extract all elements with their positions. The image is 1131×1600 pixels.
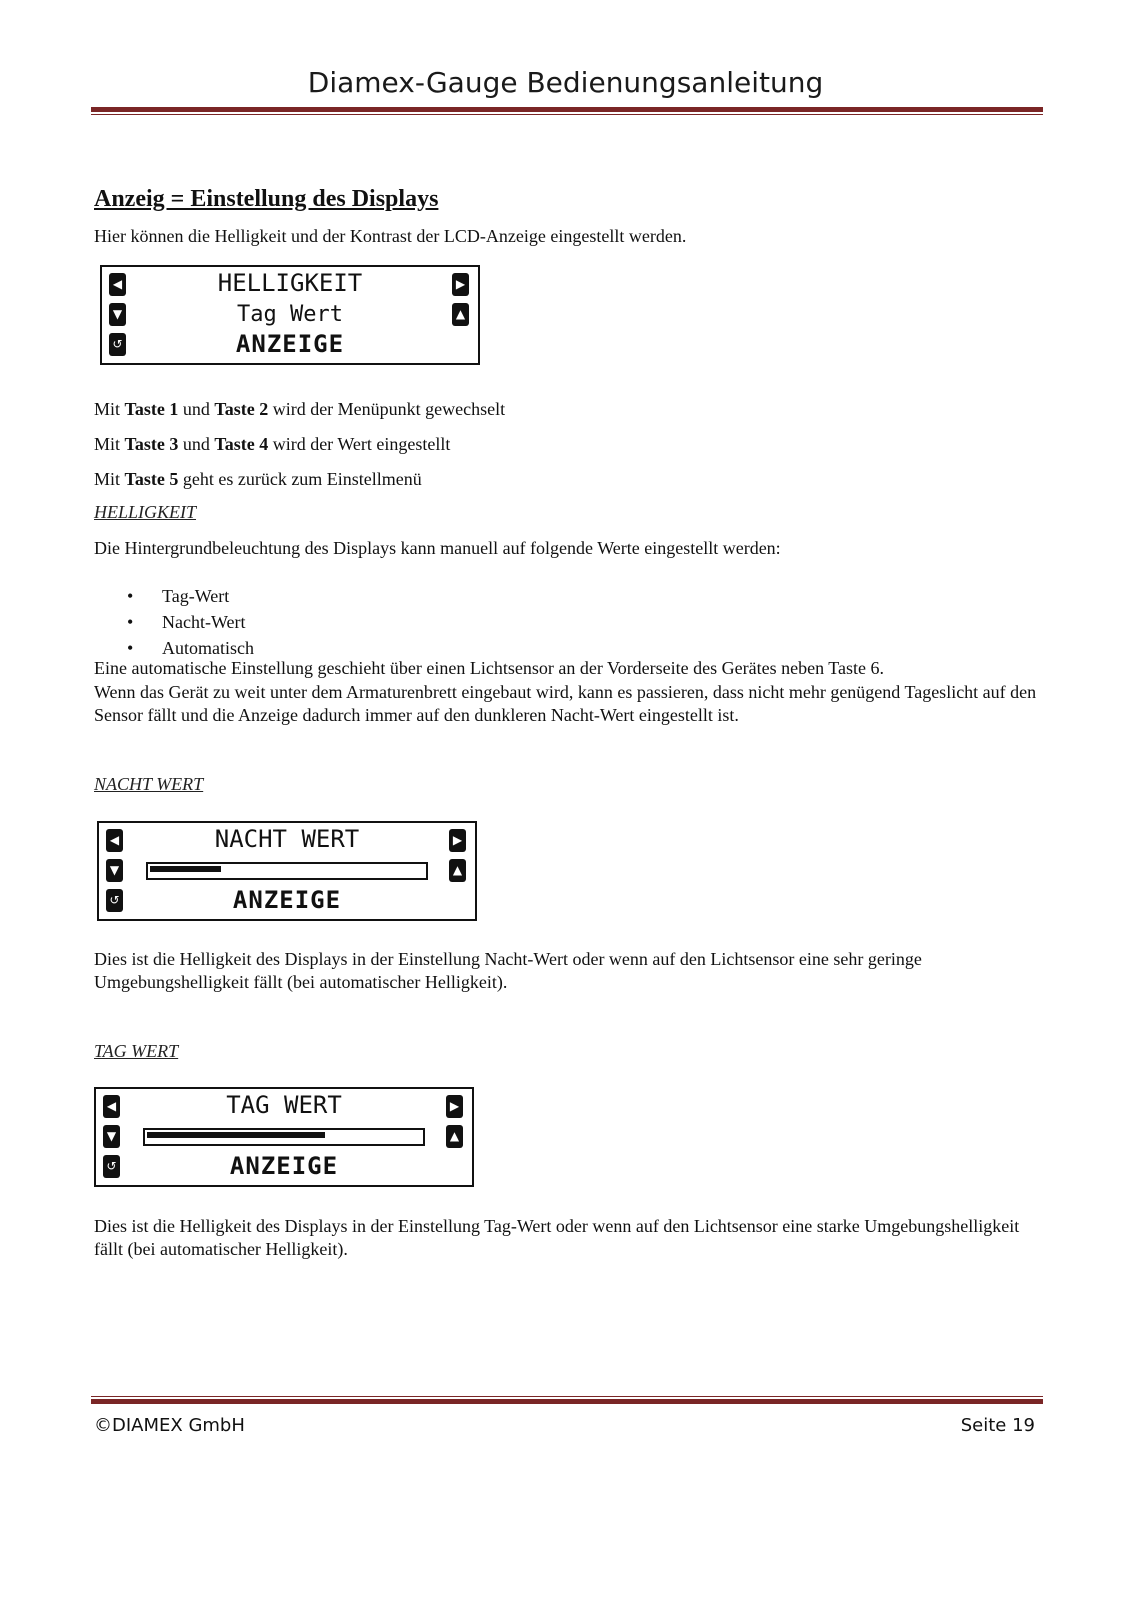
subheading-nacht-wert: NACHT WERT (94, 774, 204, 794)
auto-paragraph-2: Wenn das Gerät zu weit unter dem Armaturenbrett eingebaut wird, kann es passieren, dass nicht mehr genügend Tageslicht auf den Sensor fällt und die Anzeige dadurch immer auf den dunkleren Nacht-Wert eingestellt ist. (94, 682, 1037, 725)
section-title: Anzeig = Einstellung des Displays (94, 186, 439, 212)
lcd-bottom: ANZEIGE (232, 886, 342, 914)
triangle-right-icon: ▶ (446, 1095, 463, 1118)
triangle-up-icon: ▲ (449, 859, 466, 882)
lcd-line-2: Tag Wert (237, 302, 343, 327)
tag-wert-text: Dies ist die Helligkeit des Displays in der Einstellung Tag-Wert oder wenn auf den Lichtsensor eine starke Umgebungshelligkeit fällt (bei automatischer Helligkeit). (94, 1216, 1020, 1259)
key-instruction-2: Mit Taste 3 und Taste 4 wird der Wert eingestellt (94, 434, 451, 454)
triangle-left-icon: ◀ (106, 829, 123, 852)
brightness-level-fill (150, 866, 221, 872)
subheading-tag-wert: TAG WERT (94, 1041, 179, 1061)
nacht-wert-text: Dies ist die Helligkeit des Displays in der Einstellung Nacht-Wert oder wenn auf den Lichtsensor eine sehr geringe Umgebungshelligkeit fällt (bei automatischer Helligkeit). (94, 949, 922, 992)
section-intro: Hier können die Helligkeit und der Kontrast der LCD-Anzeige eingestellt werden. (94, 226, 687, 246)
lcd-helligkeit-screen (100, 265, 480, 365)
footer-page-number: Seite 19 (960, 1415, 1035, 1436)
back-arrow-icon: ↺ (103, 1155, 120, 1178)
brightness-level-fill (147, 1132, 325, 1138)
list-item: • Tag-Wert (94, 583, 254, 609)
triangle-right-icon: ▶ (452, 273, 469, 296)
lcd-nacht-wert-screen (97, 821, 477, 921)
lcd-title: NACHT WERT (214, 825, 360, 853)
triangle-down-icon: ▼ (109, 303, 126, 326)
auto-paragraph-1: Eine automatische Einstellung geschieht über einen Lichtsensor an der Vorderseite des Gerätes neben Taste 6. (94, 658, 884, 678)
triangle-left-icon: ◀ (103, 1095, 120, 1118)
lcd-title: TAG WERT (226, 1091, 342, 1119)
triangle-down-icon: ▼ (106, 859, 123, 882)
lcd-tag-wert-screen (94, 1087, 474, 1187)
list-item: • Automatisch (94, 635, 254, 661)
triangle-up-icon: ▲ (452, 303, 469, 326)
helligkeit-text: Die Hintergrundbeleuchtung des Displays kann manuell auf folgende Werte eingestellt werden: (94, 538, 781, 558)
brightness-level-bar (146, 862, 428, 880)
brightness-level-bar (143, 1128, 425, 1146)
header-rule (91, 107, 1043, 115)
back-arrow-icon: ↺ (106, 889, 123, 912)
lcd-line-1: HELLIGKEIT (217, 269, 363, 297)
key-instruction-1: Mit Taste 1 und Taste 2 wird der Menüpunkt gewechselt (94, 399, 506, 419)
triangle-left-icon: ◀ (109, 273, 126, 296)
document-header-title: Diamex-Gauge Bedienungsanleitung (307, 66, 824, 99)
triangle-down-icon: ▼ (103, 1125, 120, 1148)
back-arrow-icon: ↺ (109, 333, 126, 356)
triangle-right-icon: ▶ (449, 829, 466, 852)
brightness-options-list (94, 583, 254, 661)
footer-copyright: ©DIAMEX GmbH (94, 1415, 245, 1436)
lcd-line-3: ANZEIGE (235, 330, 345, 358)
footer-rule (91, 1396, 1043, 1404)
list-item: • Nacht-Wert (94, 609, 254, 635)
lcd-bottom: ANZEIGE (229, 1152, 339, 1180)
key-instruction-3: Mit Taste 5 geht es zurück zum Einstellmenü (94, 469, 422, 489)
subheading-helligkeit: HELLIGKEIT (94, 502, 197, 522)
triangle-up-icon: ▲ (446, 1125, 463, 1148)
